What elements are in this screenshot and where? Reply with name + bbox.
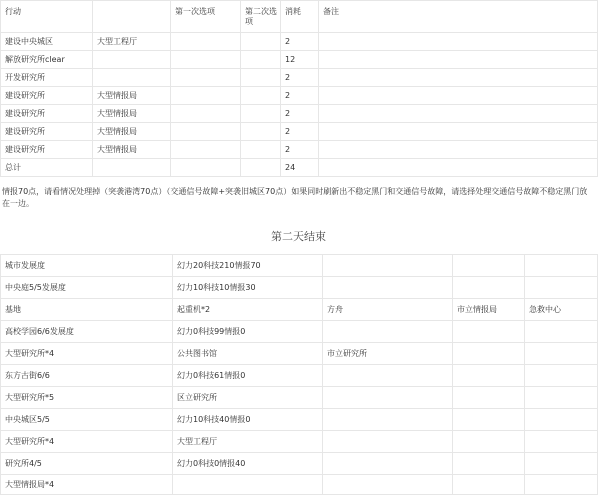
table-cell <box>323 365 453 387</box>
table-cell: 建设中央城区 <box>1 33 93 51</box>
header-cell: 第一次选项 <box>171 1 241 33</box>
table-cell: 2 <box>281 123 319 141</box>
table-cell <box>171 87 241 105</box>
table-cell <box>319 141 598 159</box>
table-cell <box>453 453 525 475</box>
table-cell <box>241 87 281 105</box>
table-cell: 幻力10科技40情报0 <box>173 409 323 431</box>
table-cell: 大型研究所*4 <box>1 431 173 453</box>
table-cell: 幻力0科技61情报0 <box>173 365 323 387</box>
table-cell: 2 <box>281 141 319 159</box>
table-cell <box>453 277 525 299</box>
table-cell <box>171 33 241 51</box>
header-cell: 第二次选项 <box>241 1 281 33</box>
table-cell: 幻力20科技210情报70 <box>173 255 323 277</box>
table-cell: 大型研究所*5 <box>1 387 173 409</box>
table-cell: 大型情报局 <box>93 87 171 105</box>
table-cell <box>93 69 171 87</box>
table-cell <box>453 387 525 409</box>
table-cell <box>93 51 171 69</box>
table-cell <box>241 33 281 51</box>
table-row <box>1 343 598 365</box>
table-cell <box>323 431 453 453</box>
table-cell <box>173 475 323 495</box>
table-cell: 基地 <box>1 299 173 321</box>
table-cell <box>171 69 241 87</box>
header-cell: 备注 <box>319 1 598 33</box>
table-header-row <box>1 1 598 33</box>
table-cell <box>525 255 598 277</box>
table-cell: 总计 <box>1 159 93 177</box>
table-row <box>1 141 598 159</box>
table-cell <box>525 387 598 409</box>
table-row <box>1 123 598 141</box>
table-cell: 市立研究所 <box>323 343 453 365</box>
table-cell <box>453 475 525 495</box>
table-row <box>1 475 598 495</box>
table-cell <box>453 343 525 365</box>
table-cell: 大型工程厅 <box>93 33 171 51</box>
table-cell <box>319 159 598 177</box>
table-cell: 城市发展度 <box>1 255 173 277</box>
table-row <box>1 69 598 87</box>
table-cell: 大型情报局 <box>93 105 171 123</box>
table-cell: 幻力10科技10情报30 <box>173 277 323 299</box>
table-cell: 中央庭5/5发展度 <box>1 277 173 299</box>
table-cell <box>319 87 598 105</box>
table-cell: 大型研究所*4 <box>1 343 173 365</box>
table-cell <box>171 123 241 141</box>
table-cell <box>323 475 453 495</box>
header-cell <box>93 1 171 33</box>
table-cell <box>323 255 453 277</box>
table-cell <box>525 453 598 475</box>
table-cell: 急救中心 <box>525 299 598 321</box>
table-cell: 起重机*2 <box>173 299 323 321</box>
action-table <box>0 0 598 177</box>
table-total-row <box>1 159 598 177</box>
table-row <box>1 299 598 321</box>
table-cell: 24 <box>281 159 319 177</box>
table-cell: 中央城区5/5 <box>1 409 173 431</box>
table-cell <box>319 105 598 123</box>
table-cell: 幻力0科技0情报40 <box>173 453 323 475</box>
table-cell: 2 <box>281 33 319 51</box>
table-cell <box>319 33 598 51</box>
table-row <box>1 431 598 453</box>
table-cell <box>525 475 598 495</box>
table-cell <box>453 431 525 453</box>
table-cell: 高校学园6/6发展度 <box>1 321 173 343</box>
table-cell: 12 <box>281 51 319 69</box>
table-cell: 2 <box>281 87 319 105</box>
table-cell <box>525 343 598 365</box>
table-cell: 研究所4/5 <box>1 453 173 475</box>
table-cell: 公共图书馆 <box>173 343 323 365</box>
table-cell <box>525 431 598 453</box>
table-cell: 大型情报局 <box>93 141 171 159</box>
table-cell <box>453 365 525 387</box>
table-row <box>1 409 598 431</box>
section-heading: 第二天结束 <box>271 230 326 243</box>
table-cell <box>171 159 241 177</box>
table-cell: 建设研究所 <box>1 141 93 159</box>
table-row <box>1 321 598 343</box>
table-cell: 解放研究所clear <box>1 51 93 69</box>
table-cell <box>171 105 241 123</box>
table-cell <box>319 69 598 87</box>
table-cell <box>241 159 281 177</box>
table-cell <box>323 453 453 475</box>
table-cell: 建设研究所 <box>1 87 93 105</box>
table-cell <box>525 409 598 431</box>
table-row <box>1 87 598 105</box>
table-row <box>1 387 598 409</box>
table-row <box>1 255 598 277</box>
table-cell <box>453 409 525 431</box>
table-cell <box>241 123 281 141</box>
table-cell <box>171 141 241 159</box>
header-cell: 行动 <box>1 1 93 33</box>
table-cell <box>241 141 281 159</box>
table-cell <box>319 51 598 69</box>
table-cell: 幻力0科技99情报0 <box>173 321 323 343</box>
table-cell: 开发研究所 <box>1 69 93 87</box>
table-cell: 区立研究所 <box>173 387 323 409</box>
table-cell: 2 <box>281 105 319 123</box>
header-cell: 消耗 <box>281 1 319 33</box>
table-cell <box>453 321 525 343</box>
table-cell <box>319 123 598 141</box>
table-cell <box>241 51 281 69</box>
table-cell: 大型情报局*4 <box>1 475 173 495</box>
table-row <box>1 453 598 475</box>
table-cell <box>323 277 453 299</box>
table-cell: 建设研究所 <box>1 123 93 141</box>
table-cell: 东方古街6/6 <box>1 365 173 387</box>
table-cell <box>323 321 453 343</box>
table-cell: 市立情报局 <box>453 299 525 321</box>
table-cell <box>323 409 453 431</box>
table-row <box>1 365 598 387</box>
table-cell <box>525 277 598 299</box>
status-table <box>0 254 598 495</box>
table-cell <box>93 159 171 177</box>
table-cell: 建设研究所 <box>1 105 93 123</box>
table-cell <box>323 387 453 409</box>
table-cell: 大型情报局 <box>93 123 171 141</box>
table-cell <box>241 69 281 87</box>
table-cell: 方舟 <box>323 299 453 321</box>
note-paragraph: 情报70点，请看情况处理掉（突袭港湾70点）（交通信号故障+突袭旧城区70点）如果同时刷新出不稳定黑门和交通信号故障，请选择处理交通信号故障不稳定黑门放在一边。 <box>2 187 588 208</box>
table-cell <box>525 321 598 343</box>
table-row <box>1 105 598 123</box>
table-cell <box>171 51 241 69</box>
table-cell <box>241 105 281 123</box>
table-row <box>1 33 598 51</box>
table-cell <box>453 255 525 277</box>
table-cell <box>525 365 598 387</box>
table-row <box>1 51 598 69</box>
table-cell: 2 <box>281 69 319 87</box>
table-cell: 大型工程厅 <box>173 431 323 453</box>
table-row <box>1 277 598 299</box>
